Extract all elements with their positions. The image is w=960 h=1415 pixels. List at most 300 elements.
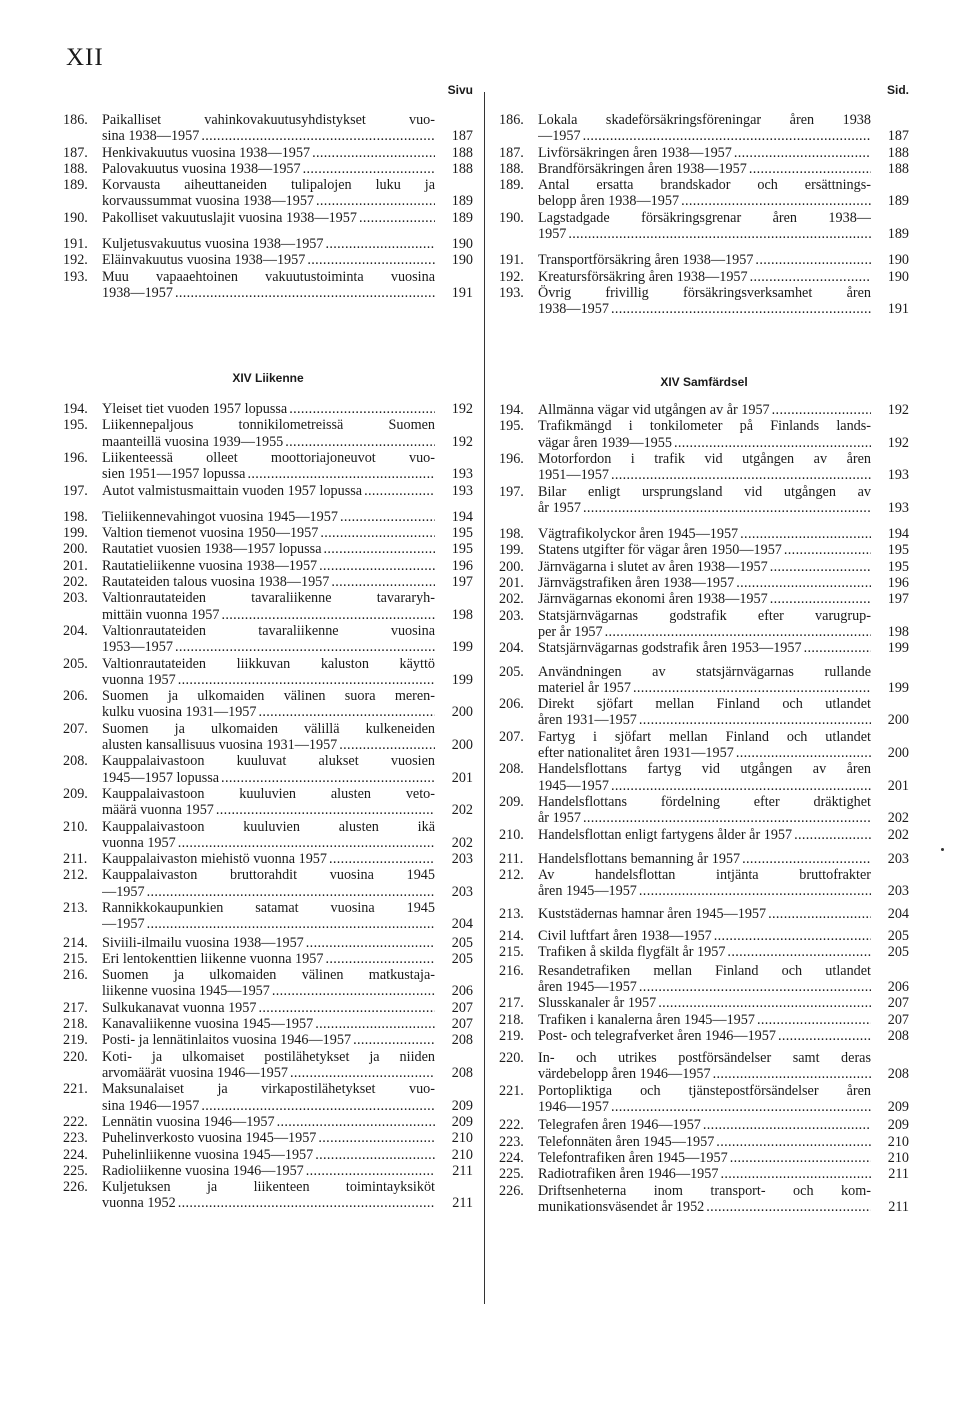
entry-number: 225.: [499, 1166, 524, 1183]
entry-title-line: Telefonnäten åren 1945—1957: [538, 1133, 715, 1150]
dot-leader: [275, 1114, 435, 1130]
dot-leader: [301, 161, 435, 177]
dot-leader: [734, 575, 871, 591]
entry-number: 223.: [499, 1133, 524, 1150]
entry-number: 212.: [499, 867, 524, 884]
dot-leader: [566, 226, 871, 242]
entry-number: 226.: [63, 1179, 88, 1196]
entry-page-number: 207: [887, 1011, 909, 1028]
dot-leader: [704, 1199, 871, 1215]
page-column-header: Sid.: [886, 83, 909, 97]
entry-title-line: alusten kansallisuus vuosina 1931—1957: [102, 736, 338, 753]
dot-leader: [738, 526, 871, 542]
toc-entry: [499, 1117, 909, 1133]
entry-title-line: korvaussummat vuosina 1938—1957: [102, 193, 315, 210]
toc-entry: [499, 664, 909, 697]
dot-leader: [145, 916, 435, 932]
entry-page-number: 191: [887, 301, 909, 318]
toc-entry: [63, 951, 473, 967]
toc-entry: [499, 285, 909, 318]
entry-number: 199.: [63, 525, 88, 542]
toc-entry: [499, 1150, 909, 1166]
entry-number: 196.: [63, 449, 88, 466]
toc-entry: [63, 252, 473, 268]
entry-page-number: 188: [451, 144, 473, 161]
entry-number: 195.: [499, 418, 524, 435]
dot-leader: [304, 1163, 435, 1179]
dot-leader: [609, 778, 871, 794]
dot-leader: [323, 236, 435, 252]
toc-entry: [63, 541, 473, 557]
dot-leader: [287, 401, 435, 417]
dot-leader: [351, 1032, 435, 1048]
toc-entry: [499, 451, 909, 484]
dot-leader: [176, 1195, 435, 1211]
entry-title-line: 1945—1957: [538, 777, 609, 794]
entry-page-number: 195: [887, 542, 909, 559]
toc-entry: [499, 112, 909, 145]
dot-leader: [245, 466, 435, 482]
entry-page-number: 192: [887, 402, 909, 418]
entry-number: 214.: [499, 928, 524, 944]
dot-leader: [581, 810, 871, 826]
entry-title-line: Post- och telegrafverket åren 1946—1957: [538, 1027, 776, 1044]
entry-title-line: sina 1946—1957: [102, 1097, 200, 1114]
entry-page-number: 189: [451, 209, 473, 226]
toc-entry: [63, 210, 473, 226]
entry-title-line: vuonna 1957: [102, 834, 176, 851]
entry-page-number: 201: [451, 769, 473, 786]
toc-entry: [63, 112, 473, 145]
entry-title-line: Slusskanaler år 1957: [538, 995, 657, 1012]
toc-entry: [63, 525, 473, 541]
entry-page-number: 211: [452, 1195, 473, 1212]
entry-number: 204.: [63, 622, 88, 639]
entry-title-line: åren 1931—1957: [538, 712, 637, 729]
entry-page-number: 208: [451, 1032, 473, 1049]
dot-leader: [362, 483, 435, 499]
entry-title-line: Kauppalaivastoon kuuluvat alukset vuosien: [102, 753, 435, 770]
entry-title-line: Övrig frivillig försäkringsverksamhet åren: [538, 285, 871, 301]
dot-leader: [214, 802, 435, 818]
dot-leader: [782, 542, 871, 558]
entry-title-line: år 1957: [538, 810, 581, 827]
entry-number: 208.: [499, 761, 524, 778]
entry-number: 206.: [499, 696, 524, 713]
toc-entry: [499, 1166, 909, 1182]
entry-title-line: Kauppalaivaston miehistö vuonna 1957: [102, 851, 327, 868]
toc-entry: [499, 1083, 909, 1116]
toc-entry: [63, 967, 473, 1000]
toc-entry: [499, 794, 909, 827]
entry-title-line: Direkt sjöfart mellan Finland och utlandet: [538, 696, 871, 713]
entry-title-line: Handelsflottans fartyg vid utgången av åren: [538, 761, 871, 778]
toc-entry: [499, 1050, 909, 1083]
entry-title-line: Sulkukanavat vuonna 1957: [102, 999, 257, 1016]
entry-title-line: Tieliikennevahingot vuosina 1945—1957: [102, 508, 338, 525]
toc-entry: [63, 145, 473, 161]
entry-title-line: belopp åren 1938—1957: [538, 193, 680, 210]
entry-title-line: Autot valmistusmaittain vuoden 1957 lopussa: [102, 482, 363, 499]
dot-leader: [768, 591, 871, 607]
entry-number: 187.: [499, 144, 524, 161]
entry-page-number: 195: [451, 525, 473, 542]
dot-leader: [313, 1016, 435, 1032]
toc-entry: [499, 963, 909, 996]
entry-title-line: 1946—1957: [538, 1098, 609, 1115]
entry-page-number: 209: [451, 1113, 473, 1130]
entry-page-number: 198: [887, 623, 909, 640]
entry-title-line: vuonna 1952: [102, 1195, 176, 1212]
toc-entry: [499, 729, 909, 762]
dot-leader: [173, 639, 435, 655]
entry-page-number: 192: [451, 401, 473, 417]
entry-title-line: Suomen ja ulkomaiden välillä kulkeneiden: [102, 720, 435, 737]
dot-leader: [766, 906, 871, 922]
entry-number: 198.: [499, 526, 524, 543]
entry-number: 202.: [499, 591, 524, 608]
toc-entry: [499, 402, 909, 418]
dot-leader: [714, 1134, 871, 1150]
section-title: XIV Samfärdsel: [660, 375, 748, 389]
entry-title-line: liikenne vuosina 1945—1957: [102, 983, 270, 1000]
entry-number: 210.: [499, 826, 524, 843]
dot-leader: [219, 770, 435, 786]
toc-entry: [499, 269, 909, 285]
entry-title-line: Suomen ja ulkomaiden välinen suora meren-: [102, 688, 435, 705]
entry-title-line: —1957: [538, 128, 581, 145]
toc-entry: [63, 1081, 473, 1114]
entry-page-number: 191: [451, 284, 473, 301]
toc-entry: [63, 1179, 473, 1212]
dot-leader: [711, 1066, 871, 1082]
dot-leader: [176, 672, 435, 688]
entry-number: 215.: [499, 944, 524, 961]
page-number: XII: [66, 44, 104, 71]
entry-number: 201.: [63, 557, 88, 574]
toc-entry: [499, 928, 909, 944]
entry-page-number: 207: [451, 999, 473, 1016]
toc-entry: [499, 867, 909, 900]
entry-page-number: 193: [887, 467, 909, 484]
toc-entry: [499, 177, 909, 210]
entry-page-number: 200: [887, 712, 909, 729]
dot-leader: [256, 704, 435, 720]
toc-entry: [499, 1012, 909, 1028]
entry-number: 207.: [499, 728, 524, 745]
dot-leader: [338, 509, 435, 525]
entry-title-line: 1951—1957: [538, 467, 609, 484]
dot-leader: [732, 145, 871, 161]
entry-title-line: Kuststädernas hamnar åren 1945—1957: [538, 905, 767, 922]
entry-number: 186.: [63, 112, 88, 128]
entry-title-line: Muu vapaaehtoinen vakuutustoiminta vuosina: [102, 268, 435, 285]
entry-number: 202.: [63, 574, 88, 590]
entry-number: 199.: [499, 542, 524, 559]
dot-leader: [637, 979, 871, 995]
dot-leader: [718, 1166, 871, 1182]
entry-number: 217.: [499, 995, 524, 1012]
entry-number: 218.: [63, 1016, 88, 1033]
dot-leader: [305, 252, 435, 268]
entry-page-number: 195: [451, 541, 473, 558]
entry-page-number: 202: [451, 834, 473, 851]
dot-leader: [747, 161, 871, 177]
entry-title-line: Resandetrafiken mellan Finland och utlandet: [538, 962, 871, 979]
entry-title-line: Järnvägarna i slutet av åren 1938—1957: [538, 558, 768, 575]
entry-number: 214.: [63, 934, 88, 951]
toc-entry: [499, 851, 909, 867]
entry-number: 212.: [63, 867, 88, 884]
dot-leader: [199, 128, 435, 144]
entry-page-number: 203: [887, 850, 909, 867]
entry-page-number: 202: [887, 826, 909, 843]
entry-number: 205.: [499, 663, 524, 680]
entry-page-number: 199: [451, 671, 473, 688]
entry-title-line: Kanavaliikenne vuosina 1945—1957: [102, 1016, 314, 1033]
dot-leader: [337, 737, 435, 753]
entry-number: 209.: [499, 793, 524, 810]
entry-title-line: Rautateiden talous vuosina 1938—1957: [102, 574, 330, 590]
entry-page-number: 195: [887, 558, 909, 575]
entry-number: 195.: [63, 417, 88, 434]
dot-leader: [734, 745, 871, 761]
toc-entry: [499, 906, 909, 922]
entry-number: 197.: [63, 482, 88, 499]
entry-number: 187.: [63, 144, 88, 161]
dot-leader: [776, 1028, 871, 1044]
entry-number: 219.: [63, 1032, 88, 1049]
entry-number: 207.: [63, 720, 88, 737]
entry-title-line: vägar åren 1939—1955: [538, 434, 672, 451]
entry-title-line: Trafiken i kanalerna åren 1945—1957: [538, 1011, 755, 1028]
entry-page-number: 194: [451, 508, 473, 525]
dot-leader: [748, 269, 871, 285]
dot-leader: [753, 252, 871, 268]
entry-page-number: 202: [887, 810, 909, 827]
entry-page-number: 210: [451, 1130, 473, 1147]
entry-page-number: 202: [451, 802, 473, 819]
entry-title-line: vuonna 1957: [102, 671, 176, 688]
entry-page-number: 199: [887, 640, 909, 657]
toc-entry: [499, 995, 909, 1011]
toc-entry: [63, 417, 473, 450]
dot-leader: [802, 640, 871, 656]
entry-page-number: 200: [887, 744, 909, 761]
entry-title-line: Rautatieliikenne vuosina 1938—1957: [102, 557, 318, 574]
entry-number: 225.: [63, 1162, 88, 1179]
toc-entry: [499, 591, 909, 607]
entry-title-line: Radiotrafiken åren 1946—1957: [538, 1166, 719, 1183]
entry-title-line: Driftsenheterna inom transport- och kom-: [538, 1182, 871, 1199]
entry-title-line: 1938—1957: [102, 284, 173, 301]
entry-title-line: 1938—1957: [538, 301, 609, 318]
entry-number: 211.: [499, 850, 524, 867]
dot-leader: [679, 193, 871, 209]
entry-title-line: Kauppalaivastoon kuuluvien alusten ikä: [102, 818, 435, 835]
toc-entry: [63, 721, 473, 754]
entry-title-line: Lokala skadeförsäkringsföreningar åren 1938: [538, 112, 871, 128]
dot-leader: [609, 1099, 871, 1115]
entry-title-line: per år 1957: [538, 623, 603, 640]
entry-page-number: 211: [888, 1198, 909, 1215]
entry-page-number: 189: [887, 193, 909, 210]
entry-page-number: 190: [887, 252, 909, 269]
toc-entry: [499, 1183, 909, 1216]
entry-title-line: arvomäärät vuosina 1946—1957: [102, 1064, 288, 1081]
entry-page-number: 189: [887, 226, 909, 243]
entry-number: 221.: [63, 1081, 88, 1098]
toc-entry: [499, 210, 909, 243]
entry-page-number: 207: [451, 1016, 473, 1033]
entry-number: 197.: [499, 483, 524, 500]
entry-title-line: Korvausta aiheuttaneiden tulipalojen luku ja: [102, 177, 435, 194]
entry-title-line: Motorfordon i trafik vid utgången av åren: [538, 450, 871, 467]
entry-title-line: In- och utrikes postförsändelser samt deras: [538, 1050, 871, 1067]
margin-mark: [941, 848, 944, 851]
dot-leader: [316, 1130, 435, 1146]
entry-title-line: Av handelsflottan intjänta bruttofrakter: [538, 867, 871, 884]
entry-number: 193.: [63, 268, 88, 285]
entry-number: 191.: [499, 252, 524, 269]
toc-entry: [499, 161, 909, 177]
dot-leader: [327, 851, 435, 867]
entry-title-line: Livförsäkringen åren 1938—1957: [538, 144, 732, 161]
dot-leader: [323, 951, 435, 967]
entry-title-line: Radioliikenne vuosina 1946—1957: [102, 1162, 304, 1179]
entry-title-line: —1957: [102, 883, 145, 900]
entry-number: 223.: [63, 1130, 88, 1147]
entry-title-line: Liikenteessä olleet moottoriajoneuvot vuo-: [102, 449, 435, 466]
entry-title-line: åren 1945—1957: [538, 883, 637, 900]
toc-entry: [499, 145, 909, 161]
entry-page-number: 206: [887, 978, 909, 995]
entry-page-number: 205: [451, 934, 473, 951]
toc-entry: [499, 575, 909, 591]
entry-title-line: Kuljetusvakuutus vuosina 1938—1957: [102, 236, 324, 253]
entry-page-number: 197: [887, 591, 909, 608]
entry-page-number: 206: [451, 983, 473, 1000]
entry-page-number: 210: [887, 1149, 909, 1166]
entry-number: 219.: [499, 1027, 524, 1044]
toc-entry: [63, 1000, 473, 1016]
entry-number: 191.: [63, 236, 88, 253]
entry-number: 192.: [499, 268, 524, 285]
entry-page-number: 211: [452, 1162, 473, 1179]
toc-entry: [499, 559, 909, 575]
dot-leader: [173, 285, 435, 301]
entry-title-line: —1957: [102, 916, 145, 933]
entry-number: 216.: [63, 967, 88, 984]
entry-title-line: kulku vuosina 1931—1957: [102, 704, 257, 721]
toc-entry: [499, 761, 909, 794]
dot-leader: [304, 935, 435, 951]
entry-number: 205.: [63, 655, 88, 672]
entry-title-line: Kauppalaivastoon kuuluvien alusten veto-: [102, 785, 435, 802]
toc-entry: [63, 590, 473, 623]
entry-title-line: år 1957: [538, 499, 581, 516]
entry-title-line: Statsjärnvägarnas godstrafik åren 1953—1957: [538, 640, 802, 657]
entry-number: 186.: [499, 112, 524, 128]
entry-number: 189.: [63, 177, 88, 194]
entry-title-line: Valtionrautateiden tavaraliikenne tavararyh-: [102, 590, 435, 607]
entry-title-line: Transportförsäkring åren 1938—1957: [538, 252, 754, 269]
dot-leader: [701, 1117, 871, 1133]
entry-number: 224.: [499, 1149, 524, 1166]
entry-title-line: Brandförsäkringen åren 1938—1957: [538, 160, 747, 177]
entry-number: 209.: [63, 785, 88, 802]
entry-page-number: 199: [887, 679, 909, 696]
entry-title-line: Portopliktiga och tjänstepostförsändelser åren: [538, 1082, 871, 1099]
entry-number: 216.: [499, 962, 524, 979]
entry-page-number: 188: [887, 144, 909, 161]
entry-title-line: Koti- ja ulkomaiset postilähetykset ja niiden: [102, 1048, 435, 1065]
column-divider: [484, 92, 485, 1304]
dot-leader: [145, 884, 435, 900]
entry-number: 189.: [499, 177, 524, 194]
toc-entry: [499, 827, 909, 843]
entry-title-line: maanteillä vuosina 1939—1955: [102, 433, 284, 450]
entry-page-number: 190: [451, 236, 473, 253]
toc-entry: [63, 1032, 473, 1048]
dot-leader: [581, 128, 871, 144]
page-column-header: Sivu: [447, 83, 473, 97]
entry-title-line: Siviili-ilmailu vuosina 1938—1957: [102, 934, 304, 951]
entry-title-line: 1957: [538, 226, 567, 243]
entry-number: 213.: [499, 905, 524, 922]
dot-leader: [637, 883, 871, 899]
entry-number: 203.: [499, 607, 524, 624]
toc-entry: [63, 558, 473, 574]
entry-title-line: sina 1938—1957: [102, 128, 200, 145]
dot-leader: [322, 541, 436, 557]
toc-entry: [63, 269, 473, 302]
entry-title-line: åren 1945—1957: [538, 978, 637, 995]
entry-number: 188.: [499, 160, 524, 177]
entry-title-line: Puhelinverkosto vuosina 1945—1957: [102, 1130, 317, 1147]
entry-title-line: Palovakuutus vuosina 1938—1957: [102, 160, 301, 177]
entry-title-line: Fartyg i sjöfart mellan Finland och utlandet: [538, 728, 871, 745]
entry-number: 208.: [63, 753, 88, 770]
toc-entry: [63, 1147, 473, 1163]
toc-entry: [499, 252, 909, 268]
dot-leader: [317, 558, 435, 574]
entry-title-line: Valtionrautateiden liikkuvan kaluston käyttö: [102, 655, 435, 672]
entry-title-line: Trafikmängd i tonkilometer på Finlands lands-: [538, 418, 871, 435]
entry-page-number: 210: [451, 1146, 473, 1163]
dot-leader: [283, 434, 435, 450]
dot-leader: [176, 835, 435, 851]
dot-leader: [637, 712, 871, 728]
entry-title-line: Liikennepaljous tonnikilometreissä Suomen: [102, 417, 435, 434]
entry-title-line: Eläinvakuutus vuosina 1938—1957: [102, 252, 306, 269]
entry-page-number: 209: [451, 1097, 473, 1114]
toc-entry: [63, 1163, 473, 1179]
entry-page-number: 193: [887, 499, 909, 516]
entry-number: 196.: [499, 450, 524, 467]
entry-page-number: 192: [887, 434, 909, 451]
entry-number: 201.: [499, 575, 524, 591]
toc-entry: [63, 753, 473, 786]
entry-title-line: Rautatiet vuosien 1938—1957 lopussa: [102, 541, 322, 558]
toc-entry: [499, 542, 909, 558]
entry-page-number: 203: [451, 851, 473, 868]
entry-number: 213.: [63, 900, 88, 916]
entry-page-number: 205: [887, 944, 909, 961]
toc-entry: [63, 450, 473, 483]
entry-title-line: Statens utgifter för vägar åren 1950—1957: [538, 542, 782, 559]
dot-leader: [609, 301, 871, 317]
